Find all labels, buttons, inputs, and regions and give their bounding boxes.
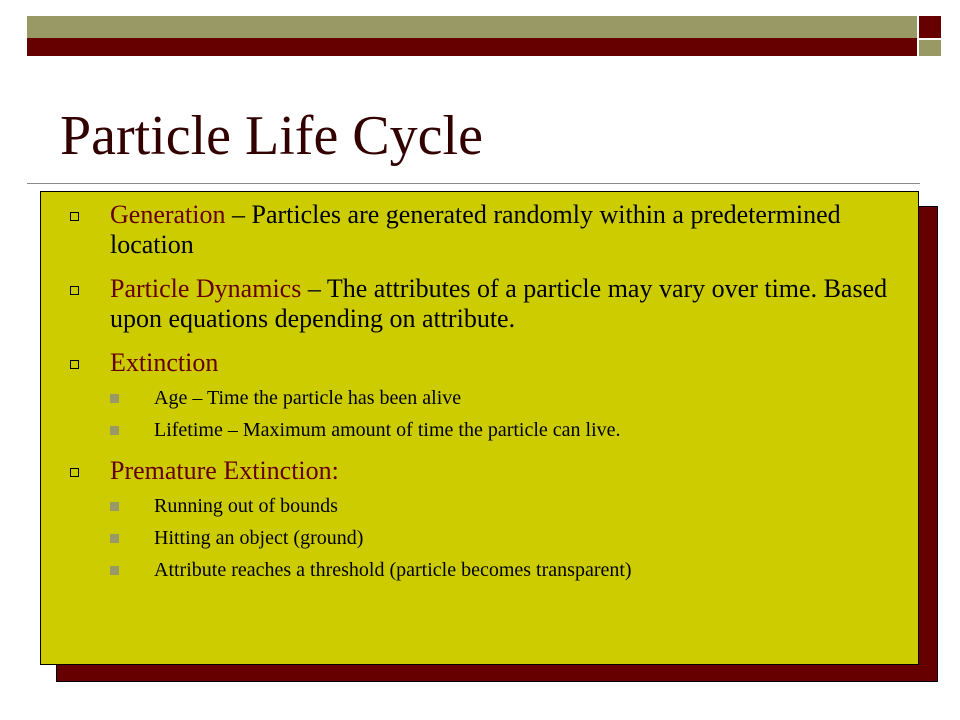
sub-bullet-text: Age – Time the particle has been alive — [154, 387, 462, 409]
sub-bullet-threshold — [70, 558, 910, 582]
bullet-term: Generation — [110, 200, 226, 229]
filled-square-bullet-icon — [110, 566, 119, 575]
sub-bullet-age — [70, 386, 910, 410]
bullet-term: Particle Dynamics — [110, 274, 302, 303]
bullet-particle-dynamics — [70, 274, 910, 334]
bullet-extinction — [70, 348, 910, 378]
sub-bullet-out-of-bounds — [70, 494, 910, 518]
filled-square-bullet-icon — [110, 426, 119, 435]
bullet-generation — [70, 200, 910, 260]
hollow-square-bullet-icon — [70, 360, 79, 369]
header-olive-bar — [27, 16, 917, 38]
sub-bullet-lifetime — [70, 418, 910, 442]
bullet-text: – The attributes of a particle may vary over time. Based upon equations depending on attribute. — [110, 274, 888, 333]
sub-bullet-text: Running out of bounds — [154, 495, 338, 517]
filled-square-bullet-icon — [110, 534, 119, 543]
sub-bullet-text: Hitting an object (ground) — [154, 527, 364, 549]
bullet-term: Extinction — [110, 348, 219, 377]
filled-square-bullet-icon — [110, 502, 119, 511]
sub-bullet-text: Attribute reaches a threshold (particle becomes transparent) — [154, 559, 632, 581]
bullet-list — [70, 200, 910, 590]
hollow-square-bullet-icon — [70, 212, 79, 221]
header-maroon-bar — [27, 38, 917, 56]
header-corner-square-bottom — [919, 40, 941, 56]
title-divider — [27, 183, 920, 184]
header-corner-square-top — [919, 16, 941, 38]
filled-square-bullet-icon — [110, 394, 119, 403]
bullet-term: Premature Extinction: — [110, 456, 339, 485]
hollow-square-bullet-icon — [70, 286, 79, 295]
sub-bullet-hitting-object — [70, 526, 910, 550]
hollow-square-bullet-icon — [70, 468, 79, 477]
bullet-text: – Particles are generated randomly within a predetermined location — [110, 200, 841, 259]
sub-bullet-text: Lifetime – Maximum amount of time the particle can live. — [154, 419, 621, 441]
slide-title: Particle Life Cycle — [60, 105, 483, 167]
bullet-premature-extinction — [70, 456, 910, 486]
